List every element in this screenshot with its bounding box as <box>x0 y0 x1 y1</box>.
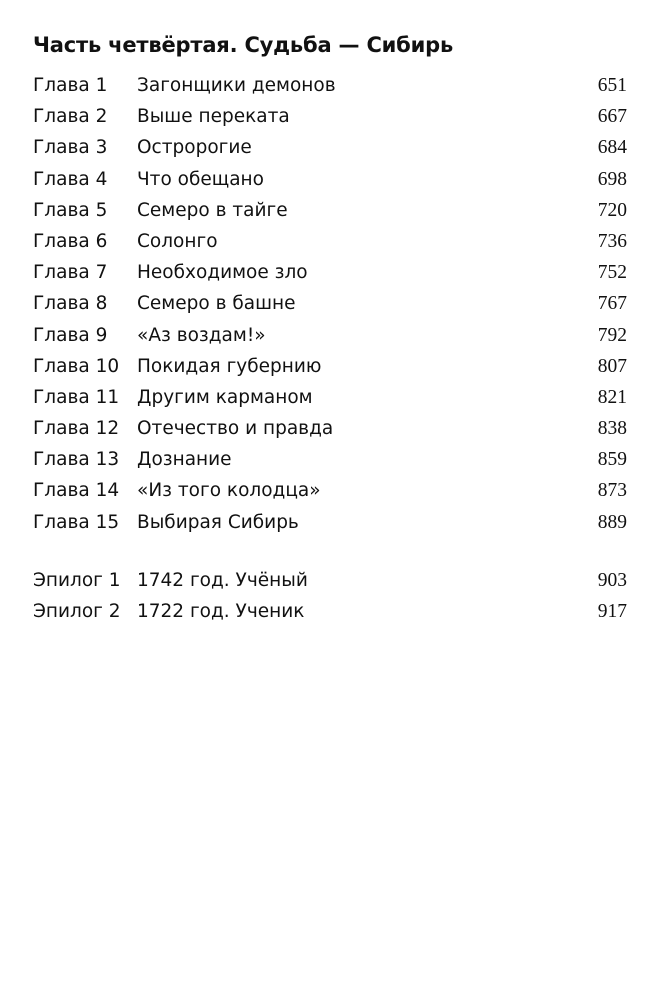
toc-entry-chapter-11[interactable] <box>33 382 627 413</box>
chapter-title: Семеро в тайге <box>137 199 288 221</box>
chapter-title: Остророгие <box>137 137 252 159</box>
chapter-label: Глава 14 <box>33 480 120 502</box>
chapter-page-number: 792 <box>597 324 627 346</box>
chapter-list <box>33 70 627 538</box>
chapter-title: Загонщики демонов <box>137 75 336 96</box>
epilogue-title: 1742 год. Учёный <box>137 570 308 591</box>
toc-entry-chapter-4[interactable] <box>33 164 627 195</box>
epilogue-label: Эпилог 1 <box>33 570 121 591</box>
chapter-title: «Аз воздам!» <box>137 324 266 346</box>
chapter-page-number: 698 <box>597 168 627 190</box>
chapter-label: Глава 3 <box>33 137 108 159</box>
chapter-title: Дознание <box>137 449 232 471</box>
epilogue-page-number: 917 <box>597 601 627 623</box>
chapter-page-number: 736 <box>597 230 627 252</box>
chapter-label: Глава 5 <box>33 199 108 221</box>
chapter-label: Глава 12 <box>33 418 120 440</box>
chapter-page-number: 859 <box>597 449 627 471</box>
chapter-page-number: 838 <box>597 418 627 440</box>
chapter-page-number: 667 <box>597 106 627 128</box>
toc-entry-chapter-1[interactable] <box>33 70 627 101</box>
toc-entry-chapter-3[interactable] <box>33 132 627 163</box>
toc-entry-chapter-13[interactable] <box>33 444 627 475</box>
chapter-page-number: 873 <box>597 480 627 502</box>
chapter-label: Глава 1 <box>33 75 108 96</box>
toc-entry-epilogue-2[interactable] <box>33 596 627 627</box>
epilogue-title: 1722 год. Ученик <box>137 601 305 623</box>
toc-entry-epilogue-1[interactable] <box>33 565 627 596</box>
toc-entry-chapter-8[interactable] <box>33 288 627 319</box>
epilogue-page-number: 903 <box>597 570 627 591</box>
chapter-label: Глава 4 <box>33 168 108 190</box>
chapter-title: «Из того колодца» <box>137 480 321 502</box>
chapter-label: Глава 15 <box>33 511 120 533</box>
epilogue-list <box>33 565 627 627</box>
toc-entry-chapter-15[interactable] <box>33 507 627 538</box>
epilogue-label: Эпилог 2 <box>33 601 121 623</box>
chapter-label: Глава 8 <box>33 293 108 315</box>
chapter-label: Глава 10 <box>33 355 120 377</box>
toc-entry-chapter-5[interactable] <box>33 195 627 226</box>
chapter-label: Глава 7 <box>33 262 108 284</box>
toc-entry-chapter-7[interactable] <box>33 257 627 288</box>
toc-entry-chapter-10[interactable] <box>33 351 627 382</box>
chapter-title: Необходимое зло <box>137 262 308 284</box>
chapter-title: Покидая губернию <box>137 355 322 377</box>
chapter-label: Глава 9 <box>33 324 108 346</box>
chapter-title: Выше переката <box>137 106 290 128</box>
chapter-title: Отечество и правда <box>137 418 334 440</box>
chapter-page-number: 651 <box>597 75 627 96</box>
toc-entry-chapter-12[interactable] <box>33 413 627 444</box>
chapter-page-number: 821 <box>597 386 627 408</box>
chapter-label: Глава 2 <box>33 106 108 128</box>
chapter-label: Глава 6 <box>33 230 108 252</box>
chapter-page-number: 807 <box>597 355 627 377</box>
chapter-title: Солонго <box>137 230 218 252</box>
chapter-title: Выбирая Сибирь <box>137 511 299 533</box>
chapter-label: Глава 11 <box>33 386 120 408</box>
chapter-page-number: 889 <box>597 511 627 533</box>
toc-entry-chapter-14[interactable] <box>33 475 627 506</box>
chapter-page-number: 720 <box>597 199 627 221</box>
toc-entry-chapter-6[interactable] <box>33 226 627 257</box>
chapter-title: Семеро в башне <box>137 293 296 315</box>
toc-entry-chapter-9[interactable] <box>33 320 627 351</box>
toc-entry-chapter-2[interactable] <box>33 101 627 132</box>
chapter-title: Что обещано <box>137 168 264 190</box>
chapter-page-number: 684 <box>597 137 627 159</box>
chapter-title: Другим карманом <box>137 386 313 408</box>
chapter-page-number: 767 <box>597 293 627 315</box>
chapter-page-number: 752 <box>597 262 627 284</box>
part-title: Часть четвёртая. Судьба — Сибирь <box>33 33 454 57</box>
chapter-label: Глава 13 <box>33 449 120 471</box>
